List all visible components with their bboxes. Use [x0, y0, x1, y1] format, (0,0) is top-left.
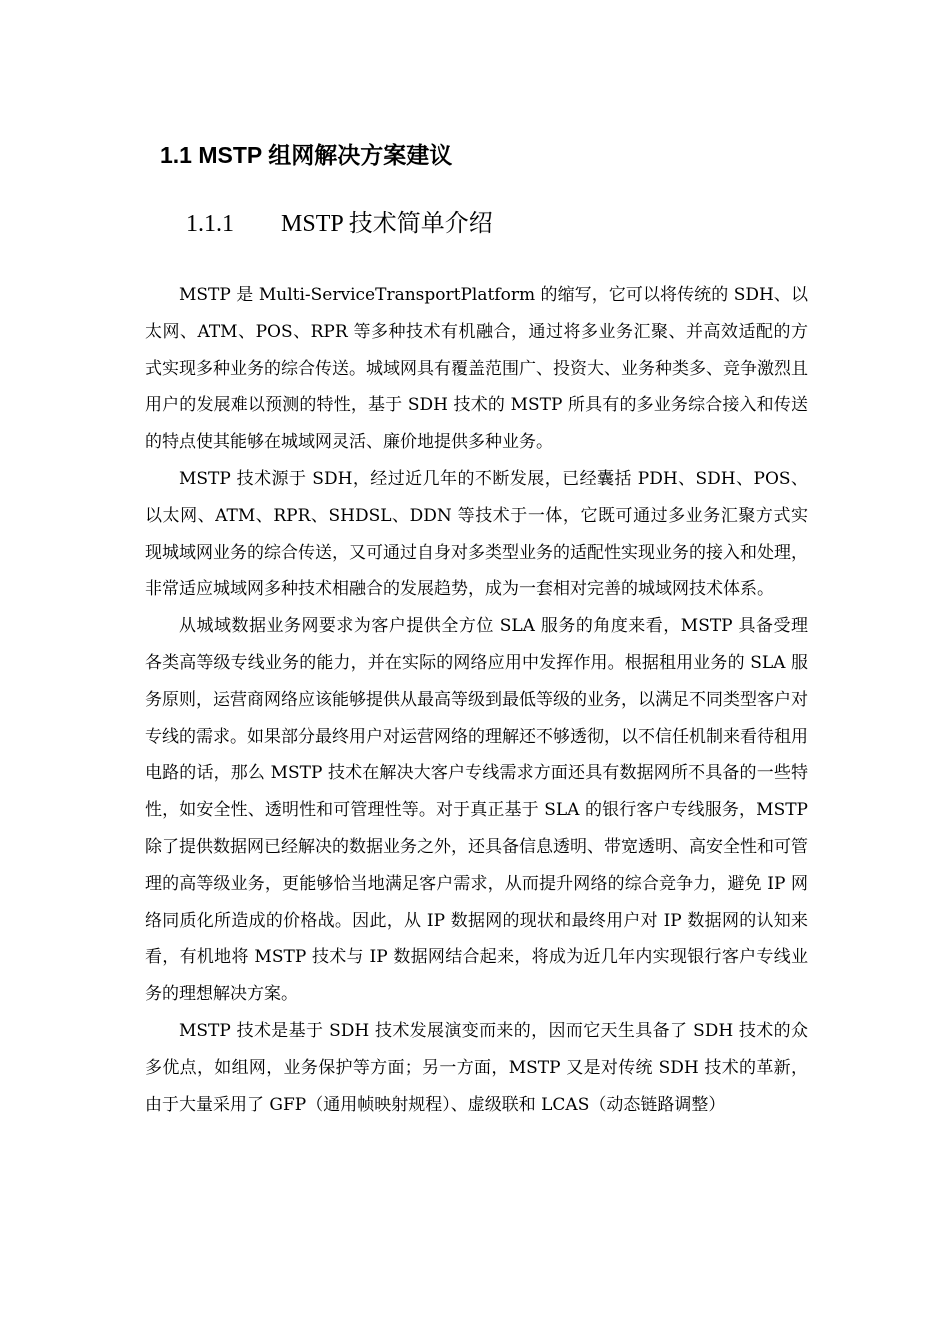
subsection-heading	[186, 205, 493, 243]
body-text	[145, 277, 808, 1123]
paragraph: MSTP 是 Multi-ServiceTransportPlatform 的缩写，它可以将传统的 SDH、以太网、ATM、POS、RPR 等多种技术有机融合，通过将多业务汇聚、并高效适配的方式实现多种业务的综合传送。城域网具有覆盖范围广、投资大、业务种类多、竞争激烈且用户的发展难以预测的特性，基于 SDH 技术的 MSTP 所具有的多业务综合接入和传送的特点使其能够在城域网灵活、廉价地提供多种业务。	[145, 285, 808, 453]
paragraph: MSTP 技术源于 SDH，经过近几年的不断发展，已经囊括 PDH、SDH、POS、以太网、ATM、RPR、SHDSL、DDN 等技术于一体，它既可通过多业务汇聚方式实现城域网业务的综合传送，又可通过自身对多类型业务的适配性实现业务的接入和处理，非常适应城域网多种技术相融合的发展趋势，成为一套相对完善的城域网技术体系。	[145, 468, 808, 600]
paragraph: 从城域数据业务网要求为客户提供全方位 SLA 服务的角度来看，MSTP 具备受理各类高等级专线业务的能力，并在实际的网络应用中发挥作用。根据租用业务的 SLA 服务原则，运营商网络应该能够提供从最高等级到最低等级的业务，以满足不同类型客户对专线的需求。如果部分最终用户对运营网络的理解还不够透彻，以不信任机制来看待租用电路的话，那么 MSTP 技术在解决大客户专线需求方面还具有数据网所不具备的一些特性，如安全性、透明性和可管理性等。对于真正基于 SLA 的银行客户专线服务，MSTP 除了提供数据网已经解决的数据业务之外，还具备信息透明、带宽透明、高安全性和可管理的高等级业务，更能够恰当地满足客户需求，从而提升网络的综合竞争力，避免 IP 网络同质化所造成的价格战。因此，从 IP 数据网的现状和最终用户对 IP 数据网的认知来看，有机地将 MSTP 技术与 IP 数据网结合起来，将成为近几年内实现银行客户专线业务的理想解决方案。	[145, 616, 808, 1005]
subsection-title: MSTP 技术简单介绍	[281, 211, 493, 237]
paragraph: MSTP 技术是基于 SDH 技术发展演变而来的，因而它天生具备了 SDH 技术的众多优点，如组网，业务保护等方面；另一方面，MSTP 又是对传统 SDH 技术的革新，由于大量采用了 GFP（通用帧映射规程）、虚级联和 LCAS（动态链路调整）	[145, 1020, 808, 1115]
subsection-number: 1.1.1	[186, 211, 234, 237]
section-heading: 1.1 MSTP 组网解决方案建议	[160, 142, 453, 168]
